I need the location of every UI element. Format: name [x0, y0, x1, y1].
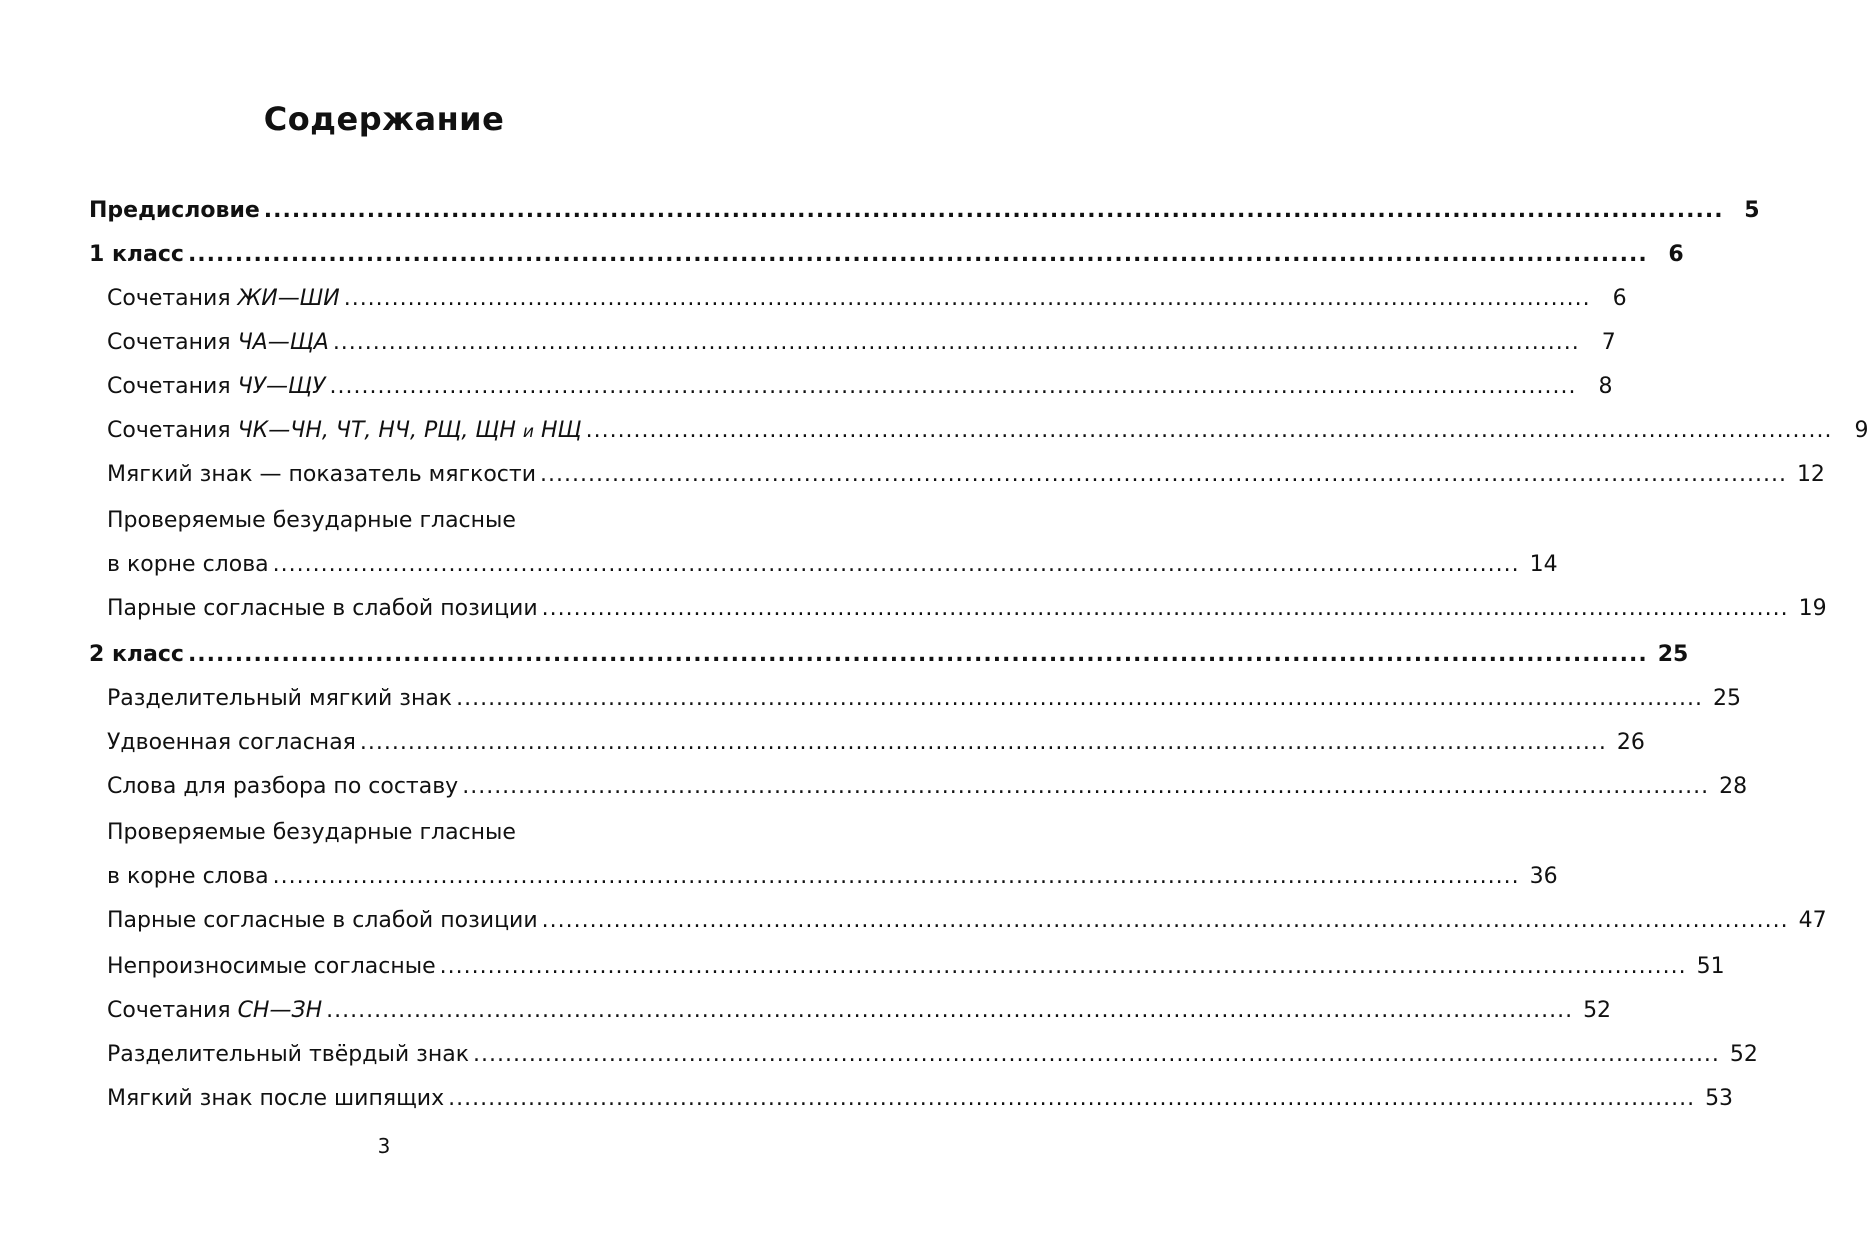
- leader-dots: ............................................................................................................................................................: [272, 863, 1520, 889]
- toc-entry-page: 52: [1729, 1041, 1758, 1067]
- toc-entry-page: 52: [1583, 997, 1612, 1023]
- leader-dots: ............................................................................................................................................................: [472, 1041, 1720, 1067]
- leader-dots: ............................................................................................................................................................: [462, 773, 1710, 799]
- toc-entry-label: Проверяемые безударные гласные: [107, 819, 516, 845]
- toc-entry-page: 28: [1719, 773, 1748, 799]
- leader-dots: ............................................................................................................................................................: [541, 907, 1789, 933]
- leader-dots: ............................................................................................................................................................: [448, 1085, 1696, 1111]
- leader-dots: ............................................................................................................................................................: [456, 685, 1704, 711]
- toc-entry-label: Сочетания ЧК—ЧН, ЧТ, НЧ, РЩ, ЩН и НЩ: [107, 417, 582, 443]
- toc-entry-label: Проверяемые безударные гласные: [107, 507, 516, 533]
- toc-entry-label: Парные согласные в слабой позиции: [107, 907, 538, 933]
- leader-dots: ............................................................................................................................................................: [332, 329, 1580, 355]
- toc-entry-page: 5: [1744, 197, 1760, 223]
- toc-entry-label: Разделительный твёрдый знак: [107, 1041, 469, 1067]
- leader-dots: ............................................................................................................................................................: [187, 641, 1648, 667]
- leader-dots: ............................................................................................................................................................: [272, 551, 1520, 577]
- toc-entry[interactable]: [107, 900, 1827, 940]
- toc-entry-page: 19: [1798, 595, 1827, 621]
- toc-entry[interactable]: [107, 544, 1558, 584]
- toc-entry[interactable]: [107, 410, 1869, 450]
- toc-entry[interactable]: [107, 322, 1616, 362]
- toc-entry-page: 25: [1713, 685, 1742, 711]
- toc-entry-label: Мягкий знак — показатель мягкости: [107, 461, 536, 487]
- toc-entry[interactable]: [107, 588, 1827, 628]
- leader-dots: ............................................................................................................................................................: [343, 285, 1591, 311]
- toc-entry-label: Сочетания ЧУ—ЩУ: [107, 373, 326, 399]
- leader-dots: ............................................................................................................................................................: [540, 461, 1787, 487]
- toc-entry-page: 6: [1612, 285, 1627, 311]
- toc-entry-page: 6: [1668, 241, 1684, 267]
- toc-entry-label: в корне слова: [107, 551, 269, 577]
- toc-entry[interactable]: [107, 278, 1627, 318]
- toc-entry-first-line[interactable]: [107, 500, 660, 540]
- toc-entry[interactable]: [107, 1034, 1758, 1074]
- toc-entry-label: 1 класс: [89, 241, 184, 267]
- leader-dots: ............................................................................................................................................................: [585, 417, 1833, 443]
- toc-entry-label: 2 класс: [89, 641, 184, 667]
- toc-entry-label: Разделительный мягкий знак: [107, 685, 453, 711]
- leader-dots: ............................................................................................................................................................: [541, 595, 1789, 621]
- leader-dots: ............................................................................................................................................................: [329, 373, 1577, 399]
- toc-entry-label: Предисловие: [89, 197, 260, 223]
- page-title: Содержание: [263, 100, 505, 138]
- toc-entry-label: Парные согласные в слабой позиции: [107, 595, 538, 621]
- toc-entry[interactable]: [107, 454, 1825, 494]
- toc-section-grade-1[interactable]: [89, 234, 1684, 274]
- toc-entry-page: 14: [1529, 551, 1558, 577]
- toc-section-grade-2[interactable]: [89, 634, 1689, 674]
- toc-entry-label: Сочетания ЖИ—ШИ: [107, 285, 340, 311]
- leader-dots: ............................................................................................................................................................: [359, 729, 1607, 755]
- toc-entry-page: 25: [1657, 641, 1689, 667]
- toc-entry-label: в корне слова: [107, 863, 269, 889]
- toc-entry-page: 47: [1798, 907, 1827, 933]
- toc-entry[interactable]: [107, 722, 1645, 762]
- toc-entry[interactable]: [107, 856, 1558, 896]
- leader-dots: ............................................................................................................................................................: [439, 953, 1687, 979]
- toc-entry[interactable]: [107, 766, 1748, 806]
- page-number: 3: [377, 1134, 391, 1158]
- toc-entry-label: Сочетания СН—ЗН: [107, 997, 323, 1023]
- toc-entry-page: 51: [1696, 953, 1725, 979]
- toc-entry-label: Мягкий знак после шипящих: [107, 1085, 445, 1111]
- toc-entry[interactable]: [107, 1078, 1734, 1118]
- toc-entry-page: 8: [1598, 373, 1613, 399]
- toc-entry-label: Сочетания ЧА—ЩА: [107, 329, 329, 355]
- toc-entry-page: 12: [1796, 461, 1825, 487]
- toc-entry-first-line[interactable]: [107, 812, 660, 852]
- toc-entry-page: 26: [1616, 729, 1645, 755]
- toc-entry[interactable]: [107, 990, 1612, 1030]
- toc-entry-label: Удвоенная согласная: [107, 729, 356, 755]
- leader-dots: ............................................................................................................................................................: [326, 997, 1574, 1023]
- toc-entry-page: 7: [1601, 329, 1616, 355]
- leader-dots: ............................................................................................................................................................: [187, 241, 1648, 267]
- toc-entry-page: 9: [1854, 417, 1869, 443]
- leader-dots: ............................................................................................................................................................: [263, 197, 1724, 223]
- toc-entry-label: Слова для разбора по составу: [107, 773, 459, 799]
- toc-entry-page: 53: [1705, 1085, 1734, 1111]
- toc-entry-preface[interactable]: [89, 190, 1760, 230]
- toc-entry[interactable]: [107, 366, 1613, 406]
- toc-entry[interactable]: [107, 946, 1725, 986]
- toc-entry-page: 36: [1529, 863, 1558, 889]
- toc-entry[interactable]: [107, 678, 1742, 718]
- toc-entry-label: Непроизносимые согласные: [107, 953, 436, 979]
